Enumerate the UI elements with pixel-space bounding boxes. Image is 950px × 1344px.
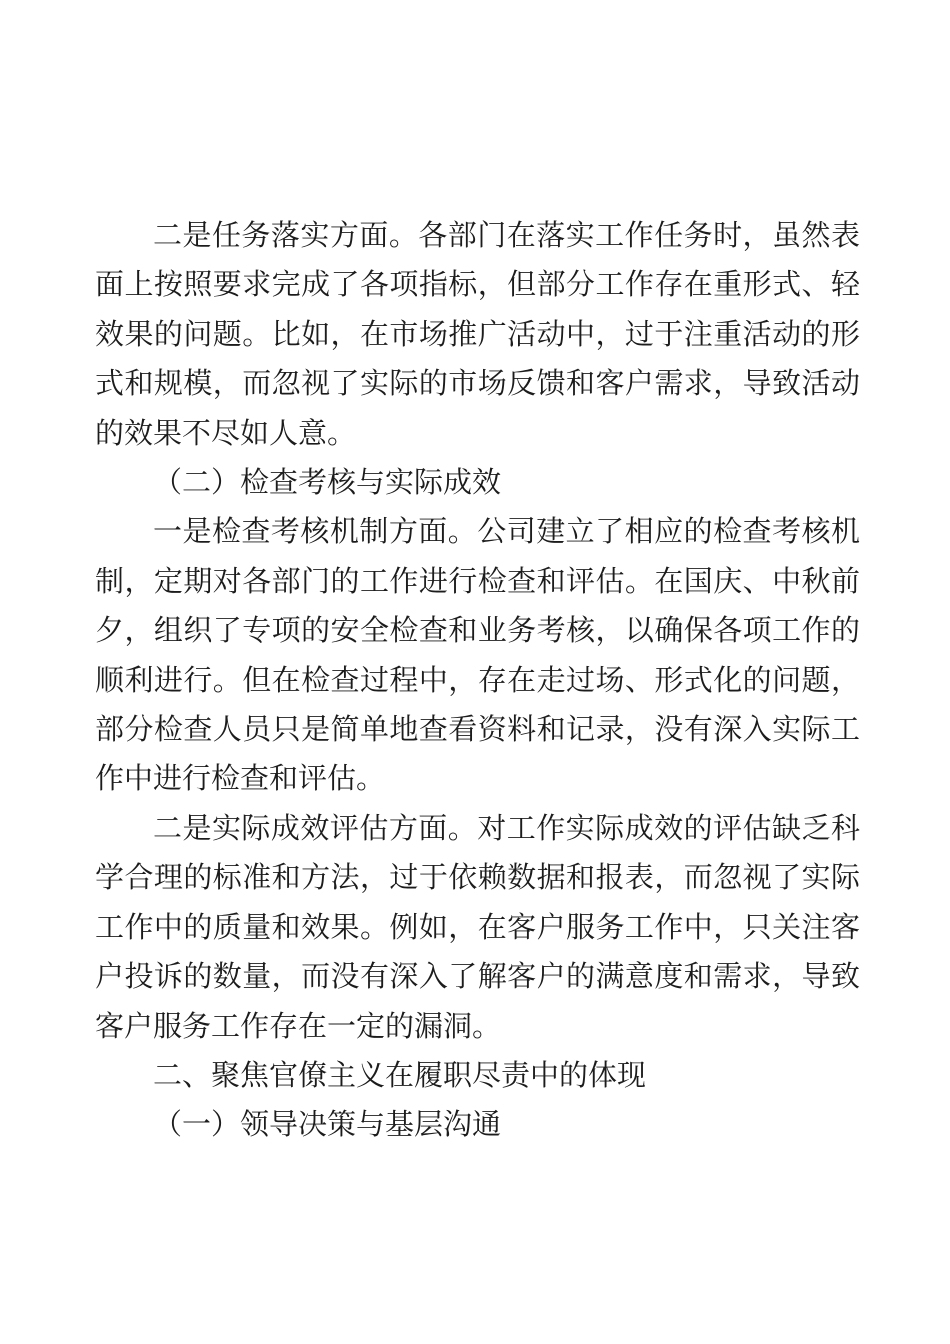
paragraph-inspection-mechanism: 一是检查考核机制方面。公司建立了相应的检查考核机制，定期对各部门的工作进行检查和评估。在国庆、中秋前夕，组织了专项的安全检查和业务考核，以确保各项工作的顺利进行。但在检查过程中，存在走过场、形式化的问题，部分检查人员只是简单地查看资料和记录，没有深入实际工作中进行检查和评估。 <box>95 516 860 796</box>
paragraph-task-implementation: 二是任务落实方面。各部门在落实工作任务时，虽然表面上按照要求完成了各项指标，但部分工作存在重形式、轻效果的问题。比如，在市场推广活动中，过于注重活动的形式和规模，而忽视了实际的市场反馈和客户需求，导致活动的效果不尽如人意。 <box>95 220 860 450</box>
document-body <box>95 212 860 1151</box>
heading-bureaucracy-section: 二、聚焦官僚主义在履职尽责中的体现 <box>153 1059 647 1092</box>
subheading-inspection-assessment: （二）检查考核与实际成效 <box>153 467 502 500</box>
paragraph-effectiveness-evaluation: 二是实际成效评估方面。对工作实际成效的评估缺乏科学合理的标准和方法，过于依赖数据和报表，而忽视了实际工作中的质量和效果。例如，在客户服务工作中，只关注客户投诉的数量，而没有深入了解客户的满意度和需求，导致客户服务工作存在一定的漏洞。 <box>95 812 860 1043</box>
subheading-leadership-communication: （一）领导决策与基层沟通 <box>153 1109 502 1142</box>
